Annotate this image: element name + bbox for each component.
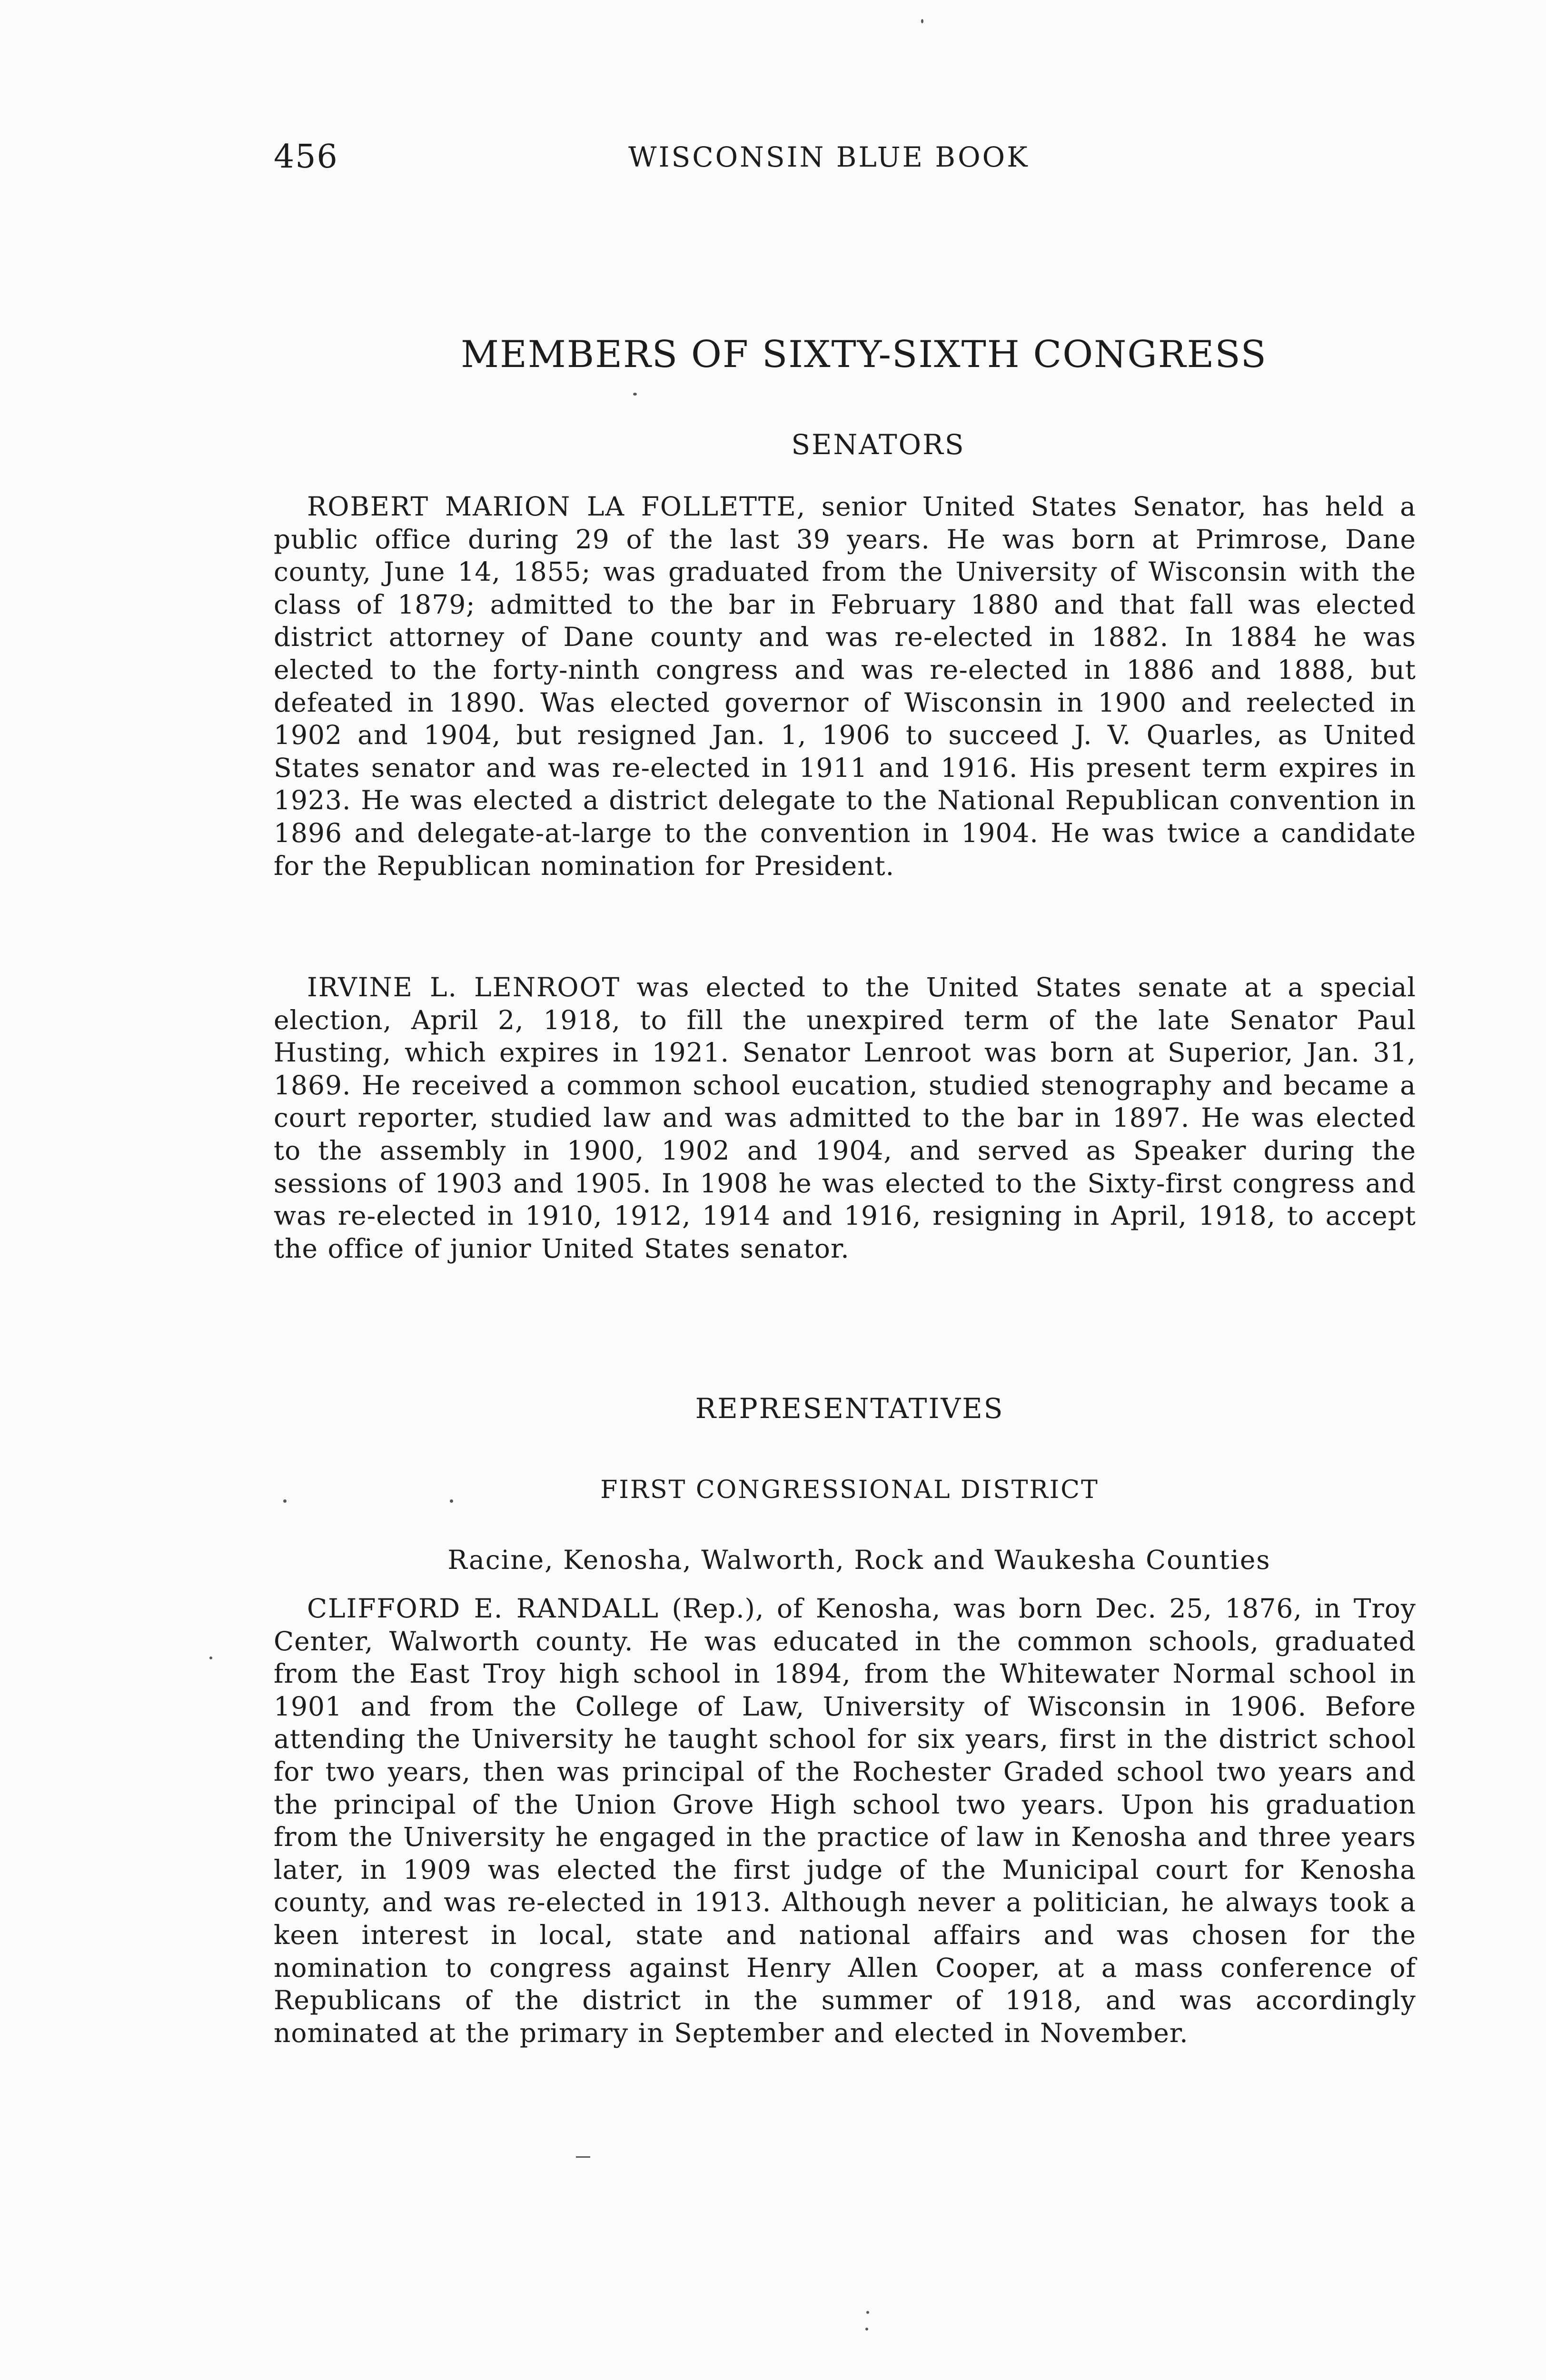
district-counties: Racine, Kenosha, Walworth, Rock and Waukesha Counties xyxy=(447,1545,1271,1575)
scan-speck xyxy=(209,1656,212,1659)
bio-text: senior United States Senator, has held a public office during 29 of the last 39 years. He was born at Primrose, Dane county, June 14, 1855; was graduated from the University of Wisconsin with the class of 1879; admitted to the bar in February 1880 and that fall was elected district attorney of Dane county and was re-elected in 1882. In 1884 he was elected to the forty-ninth congress and was re-elected in 1886 and 1888, but defeated in 1890. Was elected governor of Wisconsin in 1900 and reelected in 1902 and 1904, but resigned Jan. 1, 1906 to succeed J. V. Quarles, as United States senator and was re-elected in 1911 and 1916. His present term expires in 1923. He was elected a district delegate to the National Republican convention in 1896 and delegate-at-large to the convention in 1904. He was twice a candidate for the Republican nomination for President. xyxy=(274,491,1416,881)
senator-bio-la-follette xyxy=(274,490,1416,882)
page-number: 456 xyxy=(274,138,338,176)
representative-bio-randall xyxy=(274,1592,1416,2049)
scan-speck xyxy=(921,19,923,23)
running-title: WISCONSIN BLUE BOOK xyxy=(628,141,1030,173)
scan-speck xyxy=(865,2328,868,2330)
bio-name: IRVINE L. LENROOT xyxy=(307,972,621,1002)
running-header xyxy=(274,138,1416,190)
scan-speck xyxy=(450,1499,453,1503)
bio-text: (Rep.), of Kenosha, was born Dec. 25, 1876, in Troy Center, Walworth county. He was educated in the common schools, graduated from the East Troy high school in 1894, from the Whitewater Normal school in 1901 and from the College of Law, University of Wisconsin in 1906. Before attending the University he taught school for six years, first in the district school for two years, then was principal of the Rochester Graded school two years and the principal of the Union Grove High school two years. Upon his graduation from the University he engaged in the practice of law in Kenosha and three years later, in 1909 was elected the first judge of the Municipal court for Kenosha county, and was re-elected in 1913. Although never a politician, he always took a keen interest in local, state and national affairs and was chosen for the nomination to congress against Henry Allen Cooper, at a mass conference of Republicans of the district in the summer of 1918, and was accordingly nominated at the primary in September and elected in November. xyxy=(274,1593,1416,2048)
senator-bio-lenroot xyxy=(274,971,1416,1265)
scan-speck xyxy=(283,1499,287,1503)
representatives-heading: REPRESENTATIVES xyxy=(695,1392,1004,1425)
bio-name: CLIFFORD E. RANDALL xyxy=(307,1593,659,1624)
section-title: MEMBERS OF SIXTY-SIXTH CONGRESS xyxy=(461,333,1267,376)
scan-speck xyxy=(866,2311,869,2314)
scan-speck xyxy=(633,393,637,396)
bio-text: was elected to the United States senate at a special election, April 2, 1918, to fill the unexpired term of the late Senator Paul Husting, which expires in 1921. Senator Lenroot was born at Superior, Jan. 31, 1869. He received a common school eucation, studied stenography and became a court reporter, studied law and was admitted to the bar in 1897. He was elected to the assembly in 1900, 1902 and 1904, and served as Speaker during the sessions of 1903 and 1905. In 1908 he was elected to the Sixty-first congress and was re-elected in 1910, 1912, 1914 and 1916, resigning in April, 1918, to accept the office of junior United States senator. xyxy=(274,972,1416,1264)
bio-name: ROBERT MARION LA FOLLETTE, xyxy=(307,491,806,522)
scan-speck xyxy=(576,2156,590,2158)
senators-heading: SENATORS xyxy=(791,428,965,461)
district-heading: FIRST CONGRESSIONAL DISTRICT xyxy=(600,1476,1099,1504)
